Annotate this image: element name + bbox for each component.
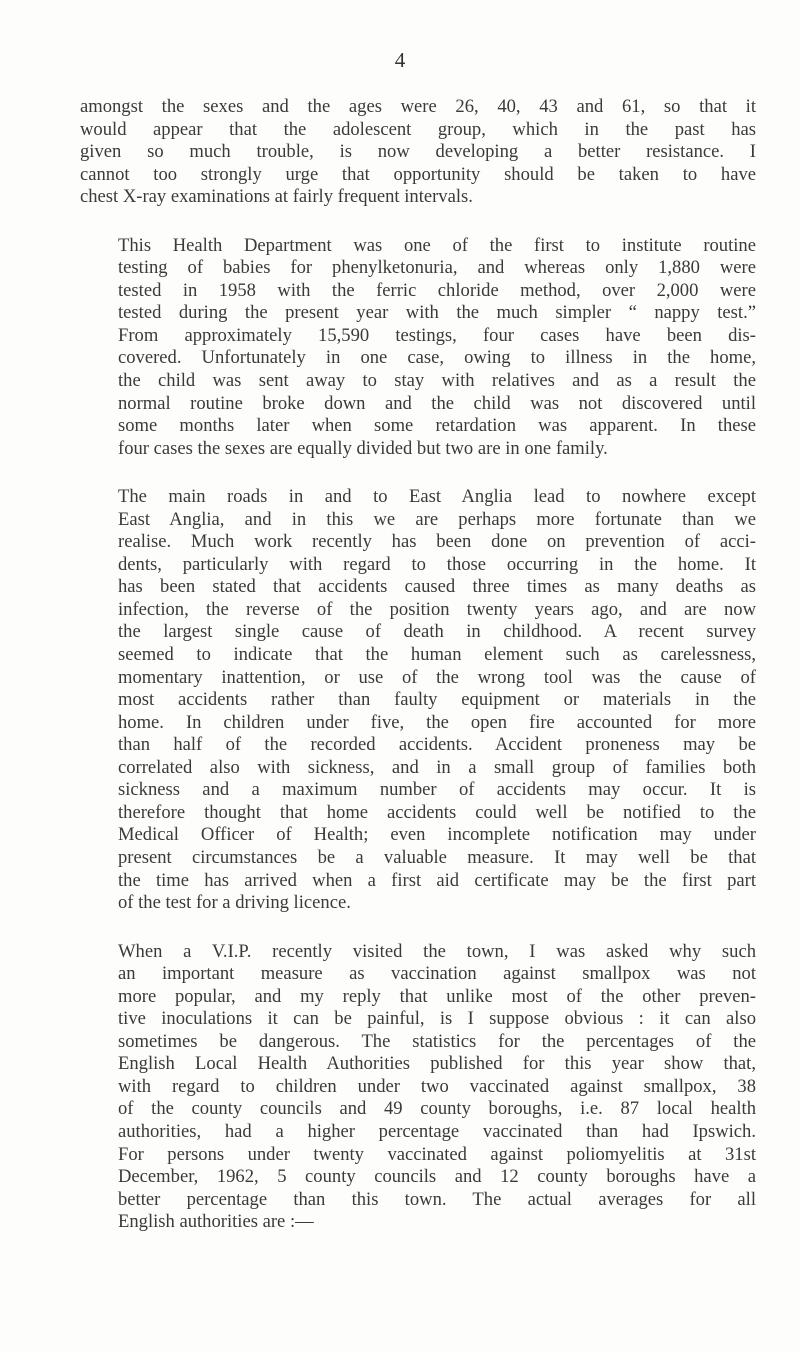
paragraph-3 — [80, 486, 756, 914]
text-line: realise. Much work recently has been done on prevention of acci- — [118, 531, 756, 553]
text-line: with regard to children under two vaccinated against smallpox, 38 — [118, 1075, 756, 1097]
text-line: would appear that the adolescent group, which in the past has — [80, 118, 756, 140]
text-line: chest X-ray examinations at fairly frequent intervals. — [80, 186, 473, 208]
page-number: 4 — [394, 48, 406, 72]
text-line: than half of the recorded accidents. Accident proneness may be — [118, 734, 756, 756]
text-line: dents, particularly with regard to those occurring in the home. It — [118, 553, 756, 575]
text-line: momentary inattention, or use of the wrong tool was the cause of — [118, 666, 756, 688]
text-line: has been stated that accidents caused three times as many deaths as — [118, 576, 756, 598]
body-text — [80, 96, 756, 1260]
text-line: East Anglia, and in this we are perhaps more fortunate than we — [118, 508, 756, 530]
text-line: cannot too strongly urge that opportunity should be taken to have — [80, 163, 756, 185]
text-line: the child was sent away to stay with relatives and as a result the — [118, 370, 756, 392]
text-line: the time has arrived when a first aid certificate may be the first part — [118, 869, 756, 891]
text-line: given so much trouble, is now developing a better resistance. I — [80, 141, 756, 163]
text-line: amongst the sexes and the ages were 26, 40, 43 and 61, so that it — [80, 96, 756, 117]
text-line: sickness and a maximum number of accidents may occur. It is — [118, 779, 756, 801]
text-line: four cases the sexes are equally divided but two are in one family. — [118, 437, 608, 459]
text-line: When a V.I.P. recently visited the town, I was asked why such — [118, 940, 756, 962]
text-line: From approximately 15,590 testings, four cases have been dis- — [118, 324, 756, 346]
text-line: authorities, had a higher percentage vaccinated than had Ipswich. — [118, 1120, 756, 1142]
text-line: This Health Department was one of the first to institute routine — [118, 234, 756, 256]
text-line: testing of babies for phenylketonuria, and whereas only 1,880 were — [118, 257, 756, 279]
text-line: December, 1962, 5 county councils and 12 county boroughs have a — [118, 1166, 756, 1188]
text-line: an important measure as vaccination against smallpox was not — [118, 963, 756, 985]
text-line: covered. Unfortunately in one case, owing to illness in the home, — [118, 347, 756, 369]
text-line: the largest single cause of death in childhood. A recent survey — [118, 621, 756, 643]
text-line: normal routine broke down and the child was not discovered until — [118, 392, 756, 414]
text-line: correlated also with sickness, and in a small group of families both — [118, 756, 756, 778]
text-line: home. In children under five, the open fire accounted for more — [118, 711, 756, 733]
text-line: most accidents rather than faulty equipment or materials in the — [118, 689, 756, 711]
paragraph-4 — [80, 941, 756, 1234]
text-line: more popular, and my reply that unlike most of the other preven- — [118, 985, 756, 1007]
text-line: For persons under twenty vaccinated against poliomyelitis at 31st — [118, 1143, 756, 1165]
text-line: Medical Officer of Health; even incomplete notification may under — [118, 824, 756, 846]
text-line: tested in 1958 with the ferric chloride method, over 2,000 were — [118, 279, 756, 301]
text-line: therefore thought that home accidents could well be notified to the — [118, 801, 756, 823]
text-line: seemed to indicate that the human element such as carelessness, — [118, 644, 756, 666]
text-line: present circumstances be a valuable measure. It may well be that — [118, 846, 756, 868]
paragraph-2 — [80, 235, 756, 460]
text-line: some months later when some retardation was apparent. In these — [118, 415, 756, 437]
text-line: better percentage than this town. The actual averages for all — [118, 1188, 756, 1210]
text-line: tested during the present year with the much simpler “ nappy test.” — [118, 302, 756, 324]
text-line: tive inoculations it can be painful, is I suppose obvious : it can also — [118, 1008, 756, 1030]
text-line: The main roads in and to East Anglia lead to nowhere except — [118, 486, 756, 508]
text-line: English Local Health Authorities published for this year show that, — [118, 1053, 756, 1075]
paragraph-1 — [80, 96, 756, 209]
text-line: sometimes be dangerous. The statistics for the percentages of the — [118, 1030, 756, 1052]
text-line: English authorities are :— — [118, 1211, 314, 1233]
text-line: infection, the reverse of the position twenty years ago, and are now — [118, 598, 756, 620]
text-line: of the county councils and 49 county boroughs, i.e. 87 local health — [118, 1098, 756, 1120]
text-line: of the test for a driving licence. — [118, 892, 351, 914]
